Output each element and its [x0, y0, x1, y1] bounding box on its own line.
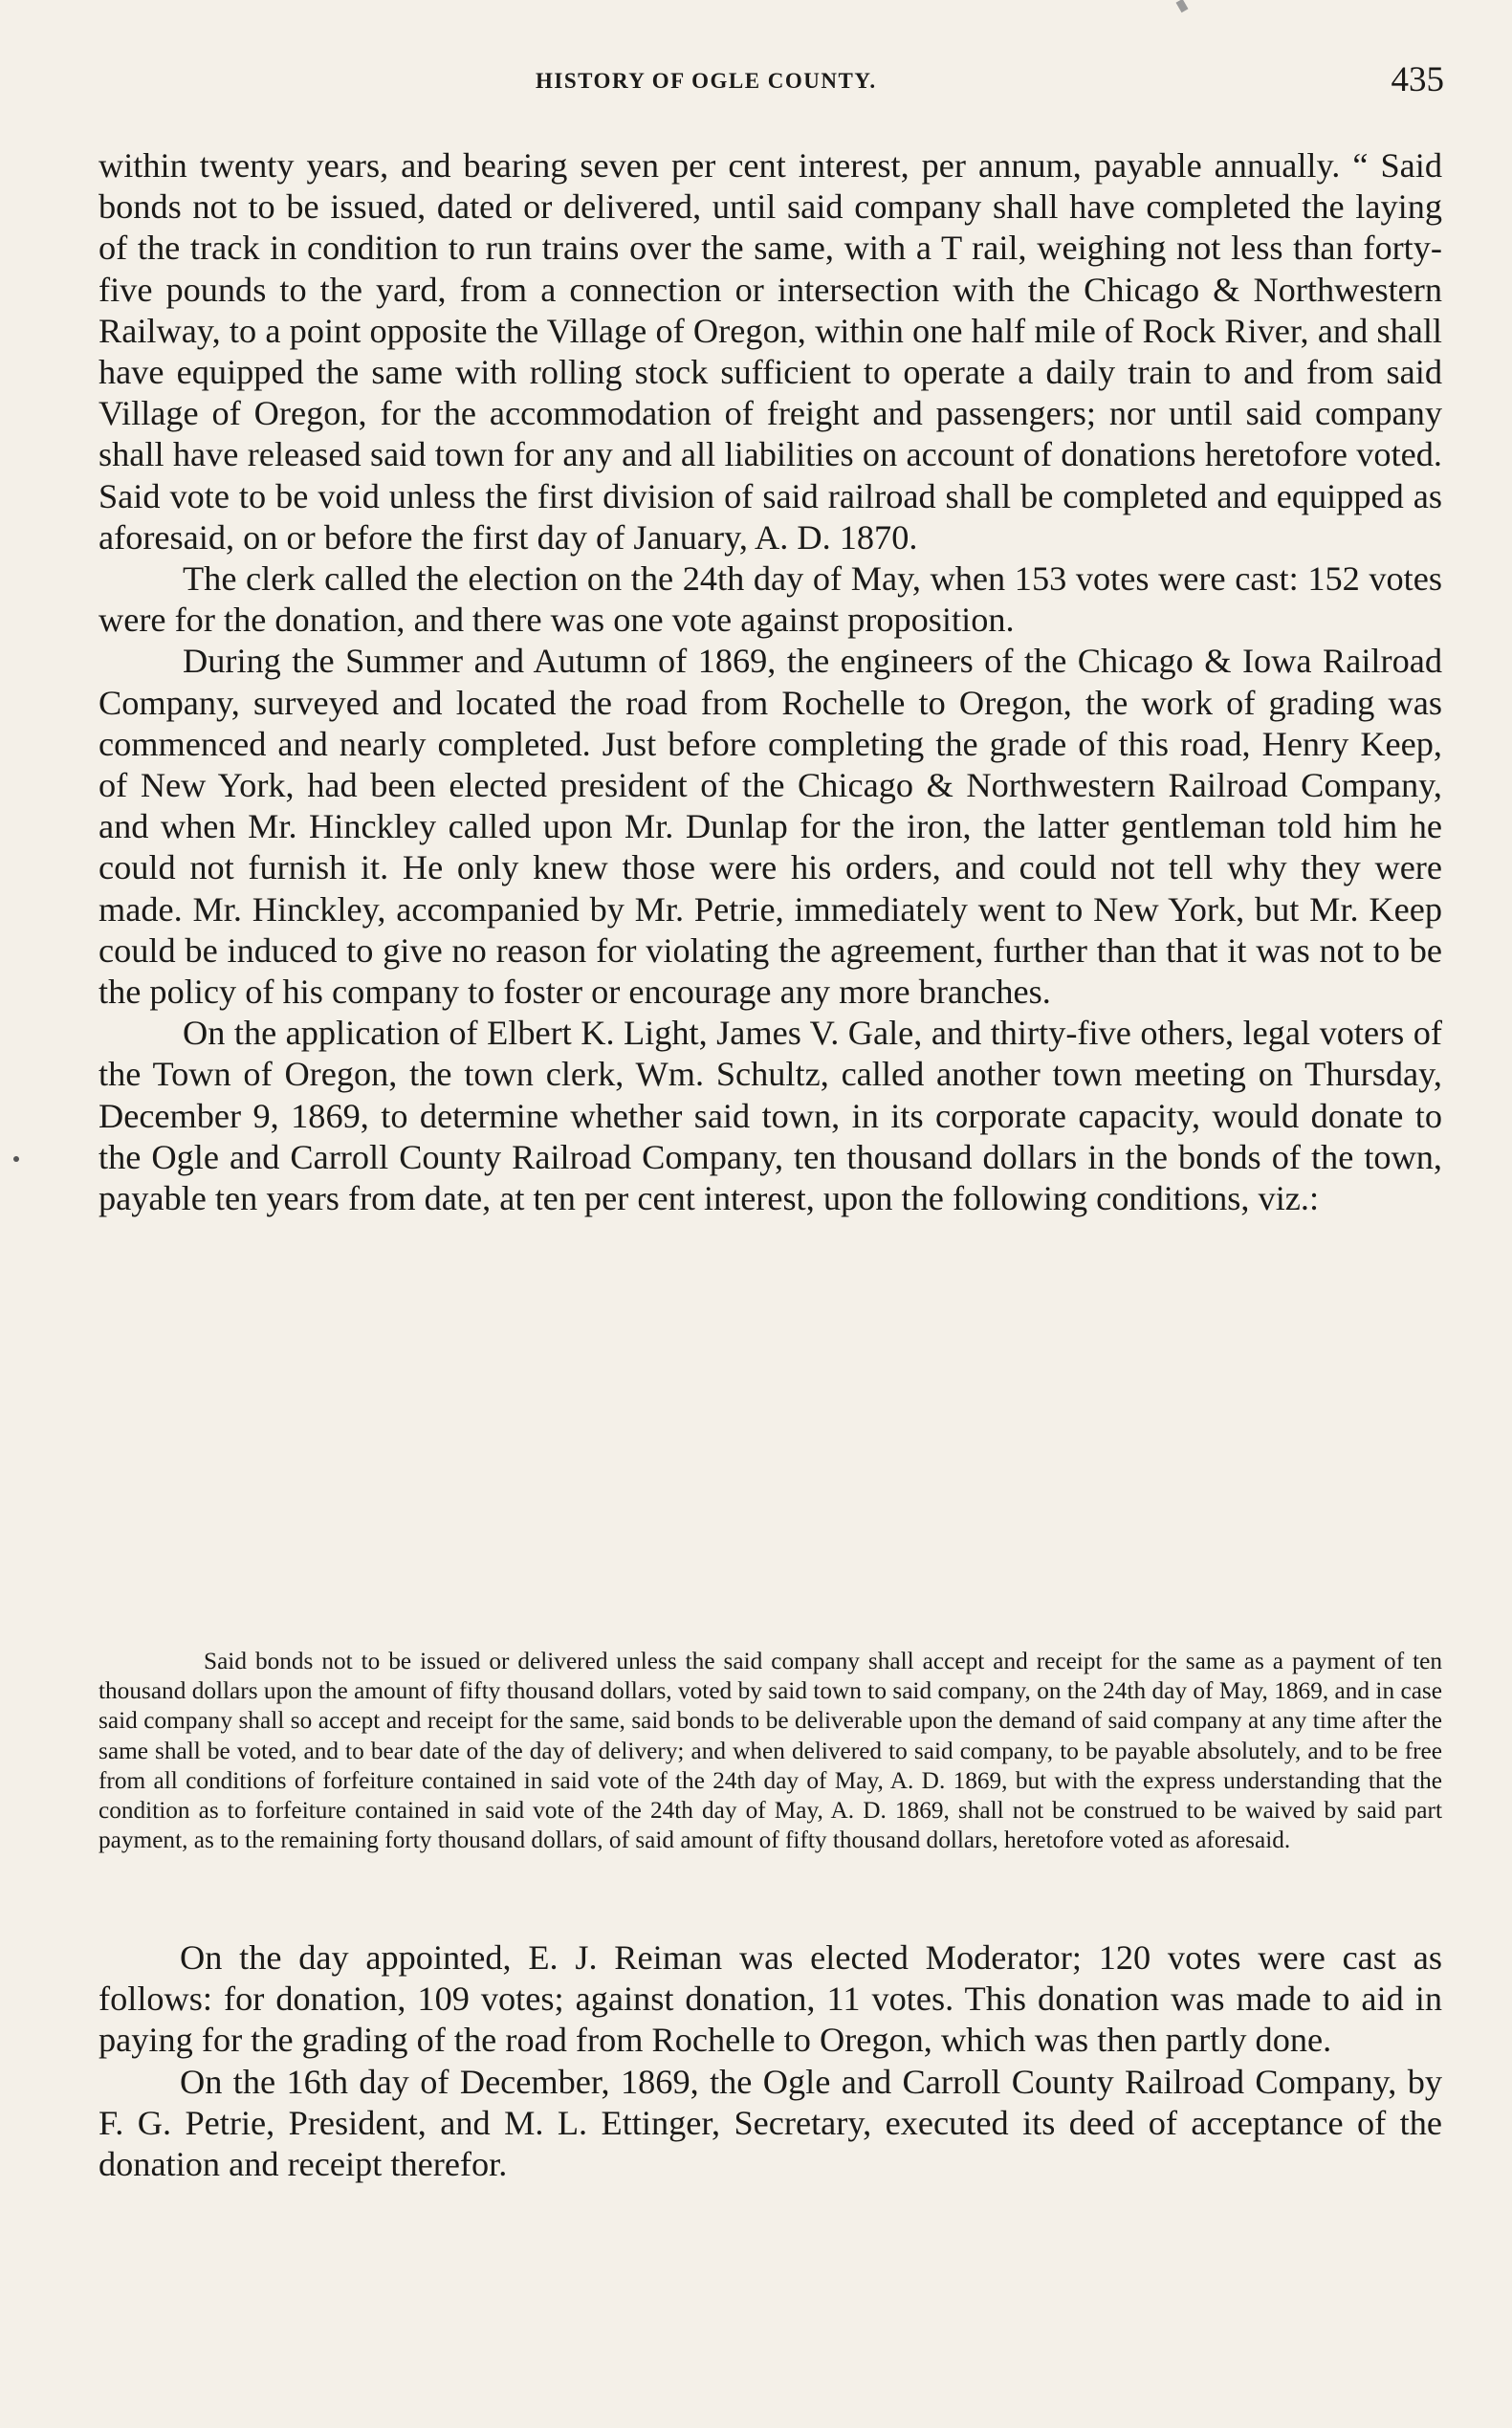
paragraph-bond-conditions: within twenty years, and bearing seven per cent interest, per annum, payable annually. “ Said bonds not to be issued, dated or delivered, until said company shall have completed the laying of the track in condition to run trains over the same, with a T rail, weighing not less than forty-five pounds to the yard, from a connection or intersection with the Chicago & Northwestern Railway, to a point opposite the Village of Oregon, within one half mile of Rock River, and shall have equipped the same with rolling stock sufficient to operate a daily train to and from said Village of Oregon, for the accommodation of freight and passengers; nor until said company shall have released said town for any and all liabilities on account of donations heretofore voted. Said vote to be void unless the first division of said railroad shall be completed and equipped as aforesaid, on or before the first day of January, A. D. 1870.: [99, 146, 1442, 557]
paragraph-election-may: The clerk called the election on the 24th day of May, when 153 votes were cast: 152 votes were for the donation, and there was one vote against proposition.: [99, 559, 1442, 640]
print-speck: [1176, 0, 1189, 12]
quote-text: Said bonds not to be issued or delivered unless the said company shall accept and receipt for the same as a payment of ten thousand dollars upon the amount of fifty thousand dollars, voted by said town to said company, on the 24th day of May, 1869, and in case said company shall so accept and receipt for the same, said bonds to be deliverable upon the demand of said company at any time after the same shall be voted, and to bear date of the day of delivery; and when delivered to said company, to be payable absolutely, and to be free from all conditions of forfeiture contained in said vote of the 24th day of May, A. D. 1869, but with the express understanding that the condition as to forfeiture contained in said vote of the 24th day of May, A. D. 1869, shall not be construed to be waived by said part payment, as to the remaining forty thousand dollars, of said amount of fifty thousand dollars, heretofore voted as aforesaid.: [99, 1648, 1442, 1854]
paragraph-deed-acceptance: On the 16th day of December, 1869, the Ogle and Carroll County Railroad Company, by F. G. Petrie, President, and M. L. Ettinger, Secretary, executed its deed of acceptance of the donation and receipt therefor.: [99, 2062, 1442, 2184]
block-quote: [99, 1647, 1442, 1855]
paragraph-town-meeting: On the application of Elbert K. Light, James V. Gale, and thirty-five others, legal voters of the Town of Oregon, the town clerk, Wm. Schultz, called another town meeting on Thursday, December 9, 1869, to determine whether said town, in its corporate capacity, would donate to the Ogle and Carroll County Railroad Company, ten thousand dollars in the bonds of the town, payable ten years from date, at ten per cent interest, upon the following conditions, viz.:: [99, 1014, 1442, 1218]
body-text-bottom: [99, 1937, 1442, 2185]
running-head: HISTORY OF OGLE COUNTY.: [536, 69, 877, 93]
paragraph-survey-1869: During the Summer and Autumn of 1869, the engineers of the Chicago & Iowa Railroad Company, surveyed and located the road from Rochelle to Oregon, the work of grading was commenced and nearly completed. Just before completing the grade of this road, Henry Keep, of New York, had been elected president of the Chicago & Northwestern Railroad Company, and when Mr. Hinckley called upon Mr. Dunlap for the iron, the latter gentleman told him he could not furnish it. He only knew those were his orders, and could not tell why they were made. Mr. Hinckley, accompanied by Mr. Petrie, immediately went to New York, but Mr. Keep could be induced to give no reason for violating the agreement, further than that it was not to be the policy of his company to foster or encourage any more branches.: [99, 642, 1442, 1012]
page-number: 435: [1391, 60, 1444, 99]
body-text-top: [99, 145, 1442, 1219]
page-header: [96, 59, 1444, 107]
margin-mark: [13, 1156, 19, 1162]
paragraph-moderator-vote: On the day appointed, E. J. Reiman was elected Moderator; 120 votes were cast as follows: for donation, 109 votes; against donation, 11 votes. This donation was made to aid in paying for the grading of the road from Rochelle to Oregon, which was then partly done.: [99, 1938, 1442, 2060]
